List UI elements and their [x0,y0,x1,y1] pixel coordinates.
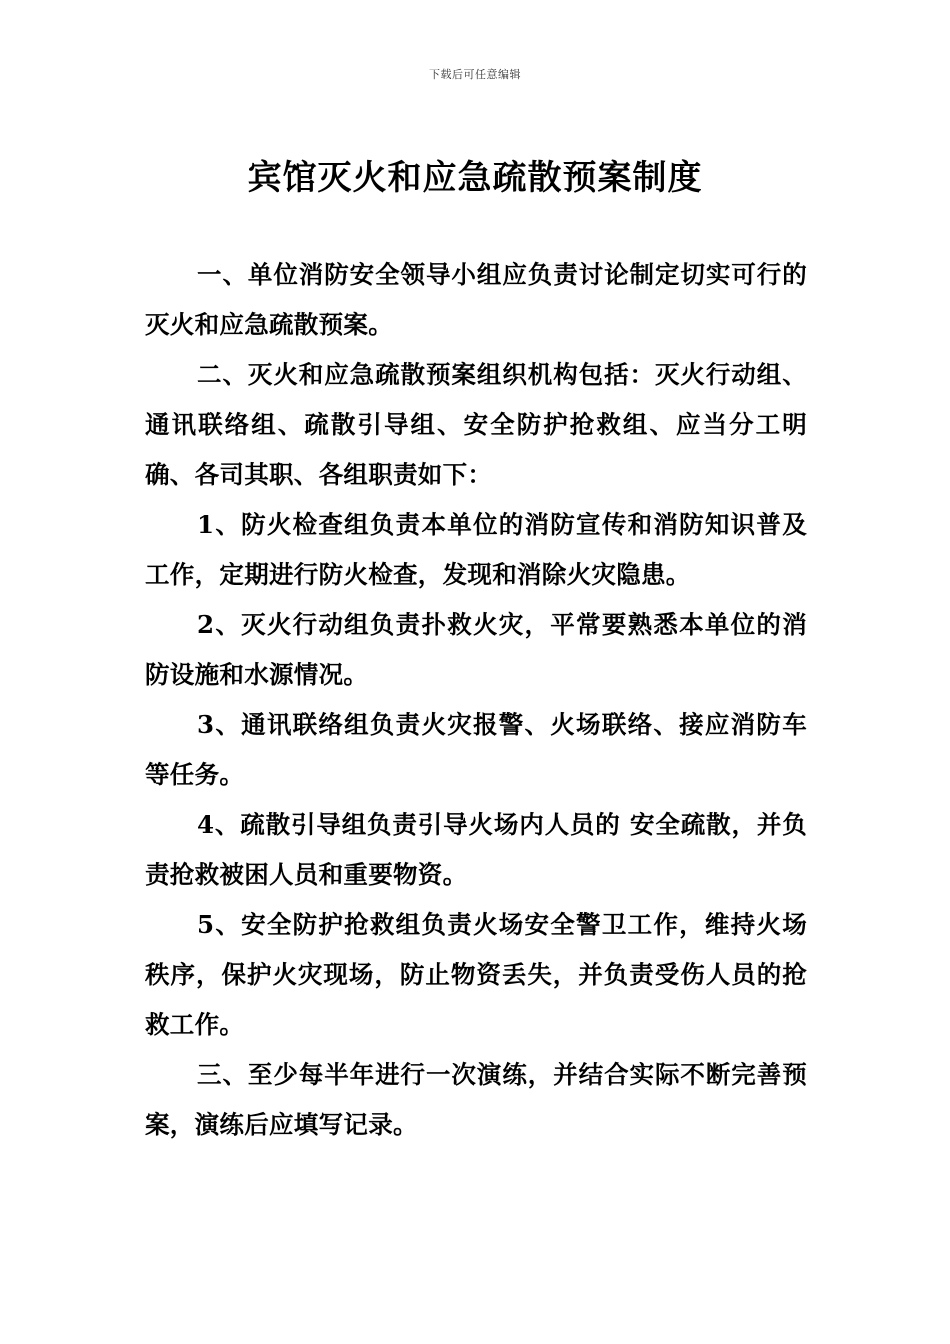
header-note: 下载后可任意编辑 [429,68,521,81]
paragraph-item-1: 1、防火检查组负责本单位的消防宣传和消防知识普及工作，定期进行防火检查，发现和消除火灾隐患。 [145,510,807,589]
paragraph-item-5: 5、安全防护抢救组负责火场安全警卫工作，维持火场秩序，保护火灾现场，防止物资丢失，并负责受伤人员的抢救工作。 [145,910,807,1039]
paragraph-section-1: 一、单位消防安全领导小组应负责讨论制定切实可行的灭火和应急疏散预案。 [145,260,807,339]
document-title: 宾馆灭火和应急疏散预案制度 [247,158,703,198]
paragraph-section-2: 二、灭火和应急疏散预案组织机构包括：灭火行动组、通讯联络组、疏散引导组、安全防护抢救组、应当分工明确、各司其职、各组职责如下： [145,360,807,489]
paragraph-section-3: 三、至少每半年进行一次演练，并结合实际不断完善预案，演练后应填写记录。 [145,1060,807,1139]
paragraph-item-3: 3、通讯联络组负责火灾报警、火场联络、接应消防车等任务。 [145,710,807,789]
paragraph-item-4: 4、疏散引导组负责引导火场内人员的 安全疏散，并负责抢救被困人员和重要物资。 [145,810,807,889]
paragraph-item-2: 2、灭火行动组负责扑救火灾，平常要熟悉本单位的消防设施和水源情况。 [145,610,807,689]
document-body [145,250,807,1150]
